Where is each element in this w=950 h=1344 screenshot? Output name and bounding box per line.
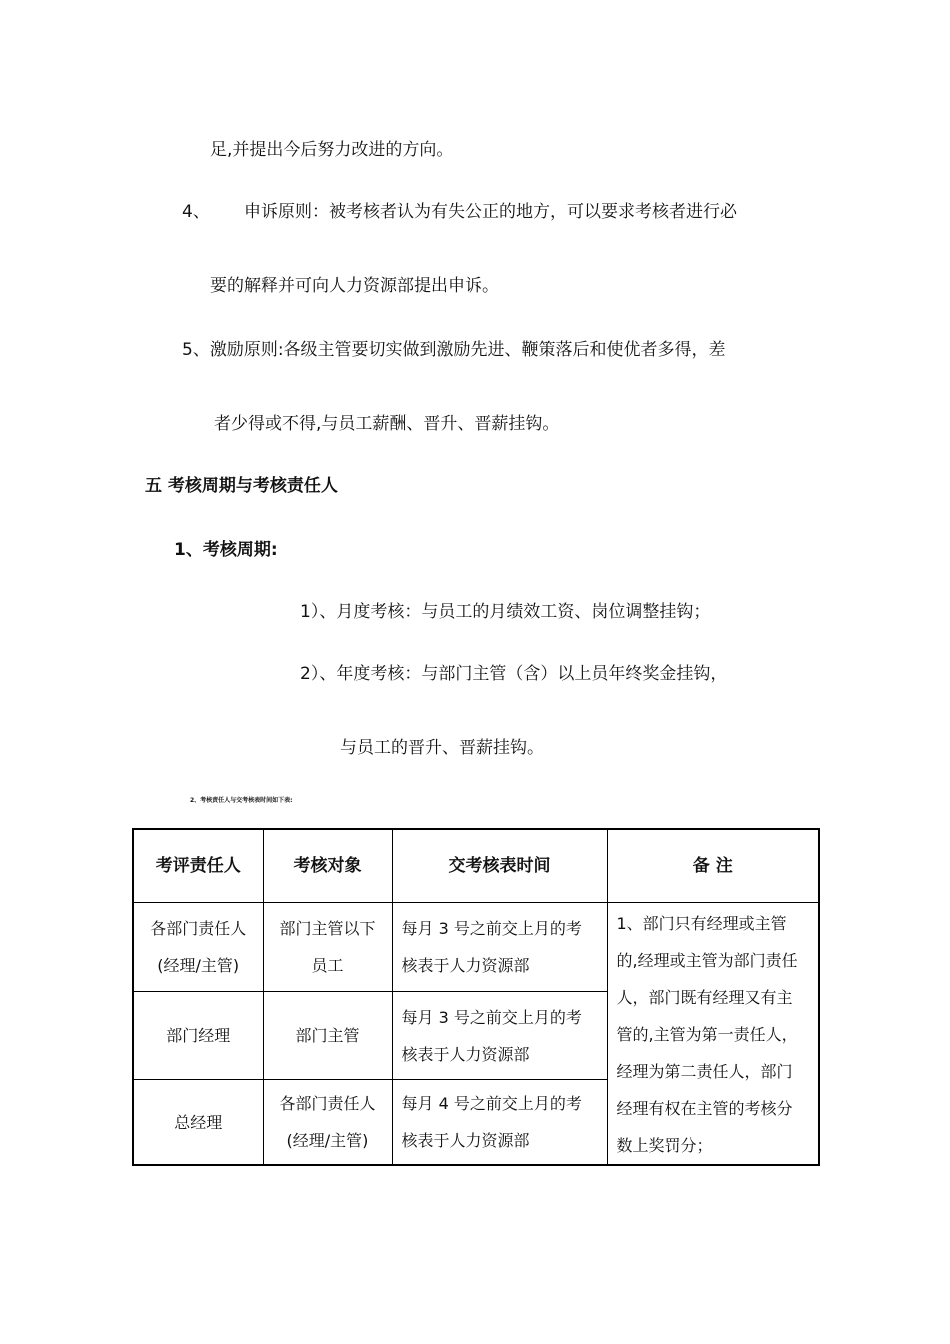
header-responsible: 考评责任人 — [133, 829, 263, 903]
table-caption: 2、考核责任人与交考核表时间如下表: — [190, 797, 293, 804]
header-note: 备 注 — [607, 829, 819, 903]
header-time: 交考核表时间 — [392, 829, 607, 903]
cell-responsible: 部门经理 — [133, 991, 263, 1080]
item-4-text: 申诉原则：被考核者认为有失公正的地方，可以要求考核者进行必 — [244, 202, 737, 222]
cycle-annual: 2）、年度考核：与部门主管（含）以上员年终奖金挂钩， — [300, 664, 728, 684]
header-target: 考核对象 — [263, 829, 392, 903]
para-line-3: 要的解释并可向人力资源部提出申诉。 — [210, 276, 499, 296]
responsibility-table — [132, 828, 820, 1166]
cell-note: 1、部门只有经理或主管 的,经理或主管为部门责任 人，部门既有经理又有主 管的,主管为第一责任人， 经理为第二责任人，部门 经理有权在主管的考核分 数上奖罚分； — [607, 903, 819, 1166]
cell-responsible: 总经理 — [133, 1080, 263, 1165]
item-4-number: 4、 — [182, 202, 210, 222]
cell-target: 部门主管以下 员工 — [263, 903, 392, 992]
table-header-row — [133, 829, 819, 903]
cell-target: 各部门责任人 (经理/主管) — [263, 1080, 392, 1165]
item-5-text: 5、激励原则:各级主管要切实做到激励先进、鞭策落后和使优者多得，差 — [182, 340, 726, 360]
cycle-monthly: 1）、月度考核：与员工的月绩效工资、岗位调整挂钩； — [300, 602, 711, 622]
section-heading-5: 五 考核周期与考核责任人 — [145, 476, 338, 496]
cell-target: 部门主管 — [263, 991, 392, 1080]
table-row — [133, 903, 819, 992]
cycle-annual-cont: 与员工的晋升、晋薪挂钩。 — [340, 738, 544, 758]
subheading-cycle: 1、考核周期: — [174, 540, 278, 560]
cell-time: 每月 4 号之前交上月的考 核表于人力资源部 — [392, 1080, 607, 1165]
cell-time: 每月 3 号之前交上月的考 核表于人力资源部 — [392, 991, 607, 1080]
cell-responsible: 各部门责任人 (经理/主管) — [133, 903, 263, 992]
para-line-1: 足,并提出今后努力改进的方向。 — [210, 140, 454, 160]
para-line-5: 者少得或不得,与员工薪酬、晋升、晋薪挂钩。 — [214, 414, 560, 434]
cell-time: 每月 3 号之前交上月的考 核表于人力资源部 — [392, 903, 607, 992]
